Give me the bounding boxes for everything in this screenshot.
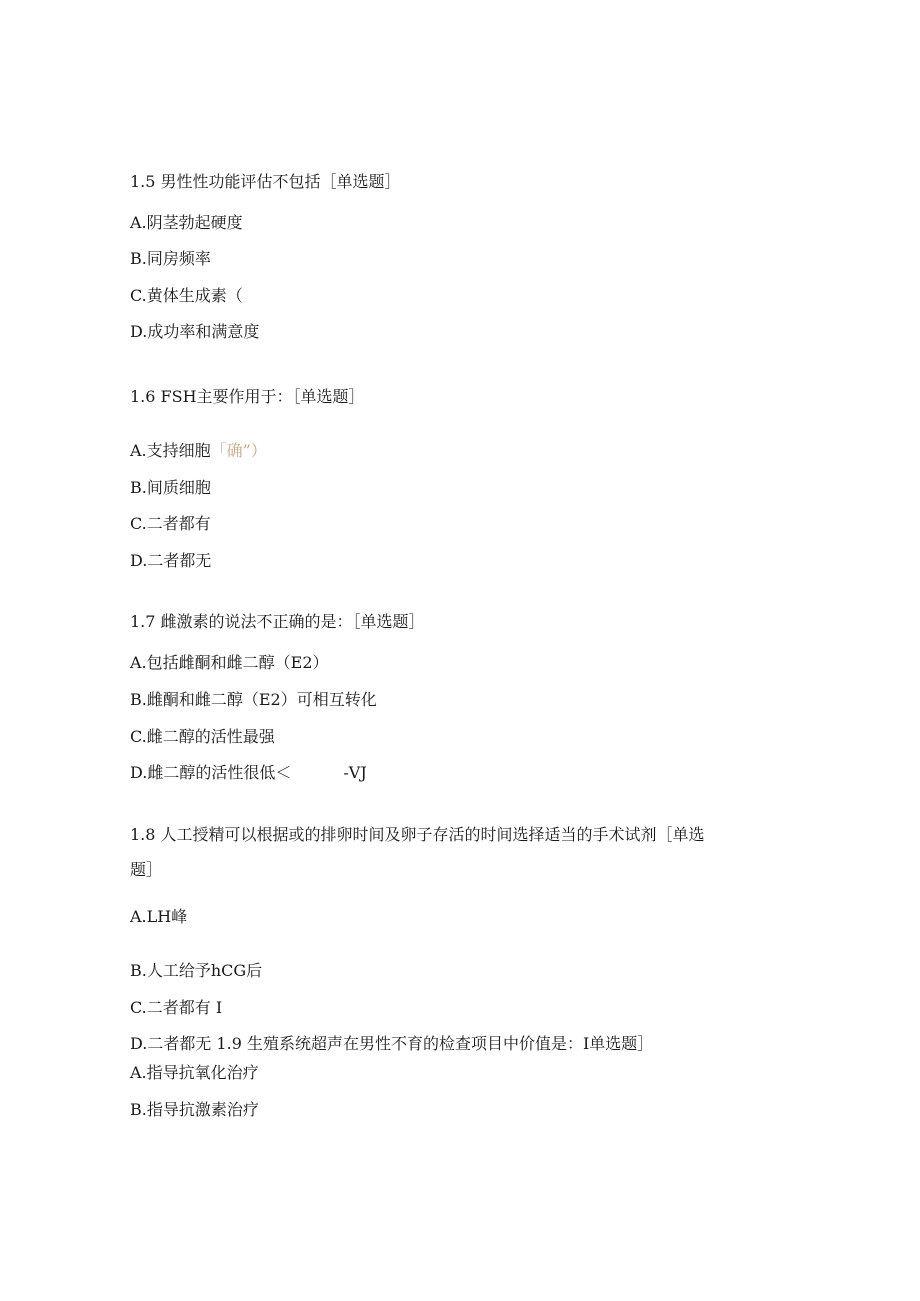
option-d: D.二者都无 bbox=[130, 551, 212, 570]
option-a-text: A.支持细胞 bbox=[130, 441, 211, 460]
option-c: C.二者都有 I bbox=[130, 998, 223, 1017]
trailing-mark: -VJ bbox=[343, 763, 367, 782]
option-d: D.二者都无 1.9 生殖系统超声在男性不育的检查项目中价值是：I单选题］ bbox=[130, 1034, 654, 1053]
option-b: B.指导抗激素治疗 bbox=[130, 1100, 259, 1119]
question-1-6-title: 1.6 FSH主要作用于：［单选题］ bbox=[130, 387, 365, 406]
option-c: C.雌二醇的活性最强 bbox=[130, 727, 275, 746]
option-b: B.间质细胞 bbox=[130, 478, 211, 497]
option-b: B.同房频率 bbox=[130, 249, 211, 268]
option-d-text: D.雌二醇的活性很低＜ bbox=[130, 763, 292, 782]
question-1-8-title-line2: 题］ bbox=[130, 860, 163, 879]
option-a bbox=[130, 441, 267, 461]
question-1-8-title-line1: 1.8 人工授精可以根据或的排卵时间及卵子存活的时间选择适当的手术试剂［单选 bbox=[130, 825, 705, 844]
answer-mark: 「确”） bbox=[210, 441, 267, 460]
option-b: B.人工给予hCG后 bbox=[130, 961, 263, 980]
option-a: A.指导抗氧化治疗 bbox=[130, 1063, 259, 1082]
question-1-5-title: 1.5 男性性功能评估不包括［单选题］ bbox=[130, 172, 401, 191]
option-d bbox=[130, 763, 367, 783]
option-a: A.阴茎勃起硬度 bbox=[130, 213, 243, 232]
option-c: C.二者都有 bbox=[130, 514, 211, 533]
option-b: B.雌酮和雌二醇（E2）可相互转化 bbox=[130, 690, 377, 709]
option-a: A.LH峰 bbox=[130, 907, 188, 926]
option-c: C.黄体生成素（ bbox=[130, 286, 243, 305]
question-1-7-title: 1.7 雌激素的说法不正确的是：［单选题］ bbox=[130, 612, 425, 631]
option-a: A.包括雌酮和雌二醇（E2） bbox=[130, 653, 329, 672]
option-d: D.成功率和满意度 bbox=[130, 322, 260, 341]
